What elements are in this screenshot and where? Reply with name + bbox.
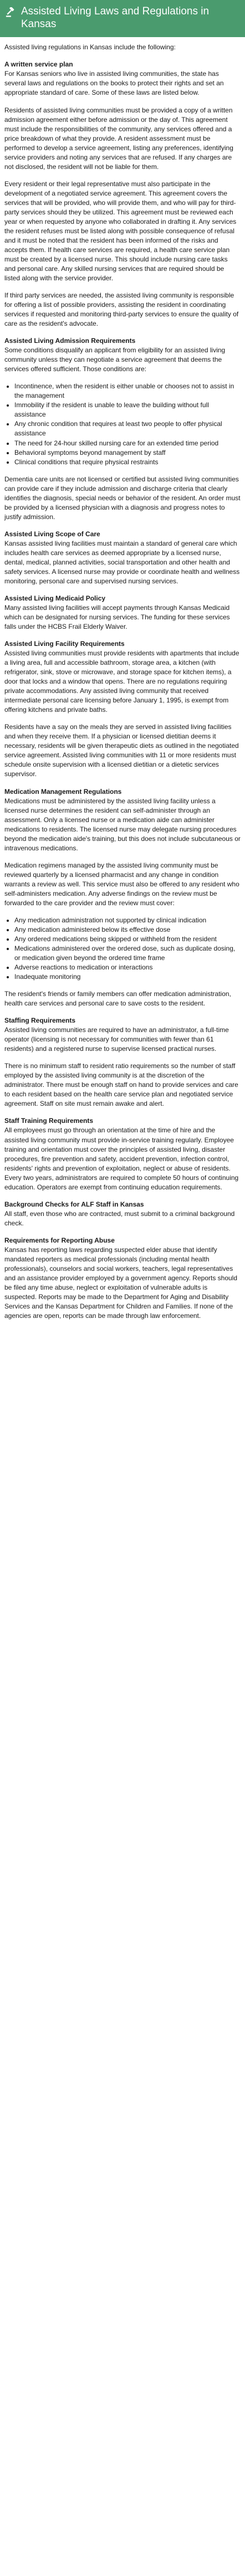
section-heading: Medication Management Regulations [4,787,122,796]
section-paragraph: There is no minimum staff to resident ratio requirements so the number of staff employed by the assisted living community is at the discretion of the administrator. There must be enough staff on hand to provide services and care to each resident based on the health care service plan and negotiated service agreement. Staff on site must remain awake and alert. [4,1062,238,1108]
bullet-item: • Any chronic condition that requires at least two people to offer physical assistance [14,419,241,438]
bullet-list [4,382,241,466]
section-heading: Staffing Requirements [4,1017,76,1025]
section-heading: Assisted Living Facility Requirements [4,640,125,648]
section-paragraph: Dementia care units are not licensed or certified but assisted living communities can provide care if they include admission and discharge criteria that clearly identifies the diagnosis, special needs or behavior of the resident. An order must be provided by a licensed physician with a diagnosis and progress notes to justify admission. [4,475,241,521]
section-medication-management [4,787,241,1009]
section-paragraph: The resident's friends or family members can offer medication administration, health care services and personal care to save costs to the resident. [4,990,231,1008]
section-paragraph: Kansas has reporting laws regarding suspected elder abuse that identify mandated reporters as medical professionals (including mental health professionals), counselors and social workers, teachers, legal representatives and an assistance provider employed by a government agency. Reports should be filed any time abuse, neglect or exploitation of vulnerable adults is suspected. Reports may be made to the Department for Aging and Disability Services and the Kansas Department for Children and Families. If none of the agencies are open, reports can be made through law enforcement. [4,1245,238,1320]
section-staff-training [4,1116,241,1192]
section-background-checks [4,1200,241,1228]
section-heading: Assisted Living Medicaid Policy [4,594,106,602]
bullet-item: • Behavioral symptoms beyond management by staff [14,448,241,458]
section-paragraph: Residents have a say on the meals they are served in assisted living facilities and when they receive them. If a physician or licensed dietitian deems it necessary, residents will be given therapeutic diets as outlined in the negotiated service agreement. Assisted living communities with 11 or more residents must schedule onsite supervision with a licensed dietitian or a dietetic services supervisor. [4,723,239,778]
section-paragraph: Every resident or their legal representative must also participate in the development of a negotiated service agreement. This agreement covers the services that will be provided, who will provide them, and who will pay for third-party services should they be utilized. This agreement must be reviewed each year or when requested by anyone who collaborated in drafting it. Any services the resident refuses must be listed along with possible consequence of refusal and it must be noted that the resident has been informed of the risks and accepts them. If health care services are required, a health care service plan must be created by a licensed nurse. This should include nursing care tasks and personal care. Any skilled nursing services that are required should be listed along with the service provider. [4,179,237,283]
section-heading: Background Checks for ALF Staff in Kansas [4,1200,144,1208]
section-paragraph: Many assisted living facilities will accept payments through Kansas Medicaid which can be designated for nursing services. The funding for these services falls under the HCBS Frail Elderly Waiver. [4,603,230,631]
bullet-item: • The need for 24-hour skilled nursing care for an extended time period [14,439,241,448]
gavel-icon [6,7,16,17]
bullet-item: • Adverse reactions to medication or interactions [14,963,241,972]
section-paragraph: Medication regimens managed by the assisted living community must be reviewed quarterly by a licensed pharmacist and any change in condition warrants a review as well. This service must also be offered to any resident who self-administers medication. Any adverse findings on the review must be forwarded to the care provider and the review must cover: [4,861,239,907]
section-heading: Staff Training Requirements [4,1117,94,1125]
section-heading: Assisted Living Admission Requirements [4,337,136,345]
section-paragraph: Some conditions disqualify an applicant from eligibility for an assisted living community unless they can negotiate a service agreement that deems the services offered sufficient. Those conditions are: [4,346,226,373]
sections-container [4,60,241,1321]
intro-text: Assisted living regulations in Kansas include the following: [4,43,176,52]
bullet-item: • Clinical conditions that require physical restraints [14,458,241,467]
bullet-item: • Any medication administered below its effective dose [14,925,241,935]
bullet-item: • Medications administered over the ordered dose, such as duplicate dosing, or medication given beyond the ordered time frame [14,944,241,963]
section-paragraph: Kansas assisted living facilities must maintain a standard of general care which includes health care services as deemed appropriate by a licensed nurse, dental, medical, planned activities, social transportation and other health and safety services. A licensed nurse may provide or coordinate health and wellness monitoring, personal care and supervised nursing services. [4,539,240,585]
section-paragraph: Medications must be administered by the assisted living facility unless a licensed nurse determines the resident can self-administer through an assessment. Only a licensed nurse or a medication aide can administer medications to residents. The licensed nurse may delegate nursing procedures beyond the medication aide's training, but this does not include subcutaneous or intravenous medications. [4,797,241,852]
section-staffing-requirements [4,1016,241,1109]
section-paragraph: All staff, even those who are contracted, must submit to a criminal background check. [4,1209,235,1227]
bullet-item: • Inadequate monitoring [14,972,241,982]
section-heading: Requirements for Reporting Abuse [4,1236,115,1244]
section-heading: A written service plan [4,60,73,69]
bullet-item: • Any ordered medications being skipped or withheld from the resident [14,935,241,944]
section-paragraph: For Kansas seniors who live in assisted living communities, the state has several laws and regulations on the books to protect their rights and set an appropriate standard of care. Some of these laws are listed below. [4,70,224,97]
section-medicaid-policy [4,594,241,632]
section-paragraph: Assisted living communities must provide residents with apartments that include a living area, full and accessible bathroom, storage area, a kitchen (with refrigerator, sink, stove or microwave, and storage space for kitchen items), a door that locks and a window that opens. There are no regulations requiring private accommodations. Any assisted living community that received intermediate personal care licensing before January 1, 1995, is exempt from offering kitchens and private baths. [4,649,239,714]
section-heading: Assisted Living Scope of Care [4,530,100,538]
bullet-item: • Any medication administration not supported by clinical indication [14,916,241,925]
section-paragraph: Residents of assisted living communities must be provided a copy of a written admission agreement either before admission or the day of. This agreement must include the responsibilities of the community, any services offered and a price breakdown of what they provide. A resident assessment must be performed to develop a service agreement, listing any preferences, identifying service providers and noting any services that are refused. If any charges are not disclosed, the resident will not be liable for them. [4,106,233,171]
section-paragraph: All employees must go through an orientation at the time of hire and the assisted living community must provide in-service training regularly. Employee training and orientation must cover the principles of assisted living, disaster procedures, fire prevention and safety, accident prevention, infection control, residents' rights and prevention of exploitation, neglect or abuse of residents. Every two years, administrators are required to complete 50 hours of continuing education. Operators are exempt from continuing education requirements. [4,1126,239,1191]
section-written-service-plan [4,60,241,329]
page-header [0,0,245,37]
section-admission-requirements [4,336,241,522]
bullet-list [4,916,241,982]
section-paragraph: If third party services are needed, the assisted living community is responsible for offering a list of possible providers, assisting the resident in coordinating services if requested and monitoring third-party services to ensure the quality of care as the resident's advocate. [4,291,239,328]
section-scope-of-care [4,530,241,586]
section-paragraph: Assisted living communities are required to have an administrator, a full-time operator (licensing is not necessary for communities with fewer than 61 residents) and a registered nurse to supervise licensed practical nurses. [4,1026,229,1053]
section-facility-requirements [4,639,241,779]
article-body [0,37,245,1336]
section-reporting-abuse [4,1236,241,1321]
page-title: Assisted Living Laws and Regulations in Kansas [21,6,210,30]
bullet-item: • Immobility if the resident is unable to leave the building without full assistance [14,401,241,419]
bullet-item: • Incontinence, when the resident is either unable or chooses not to assist in the management [14,382,241,401]
